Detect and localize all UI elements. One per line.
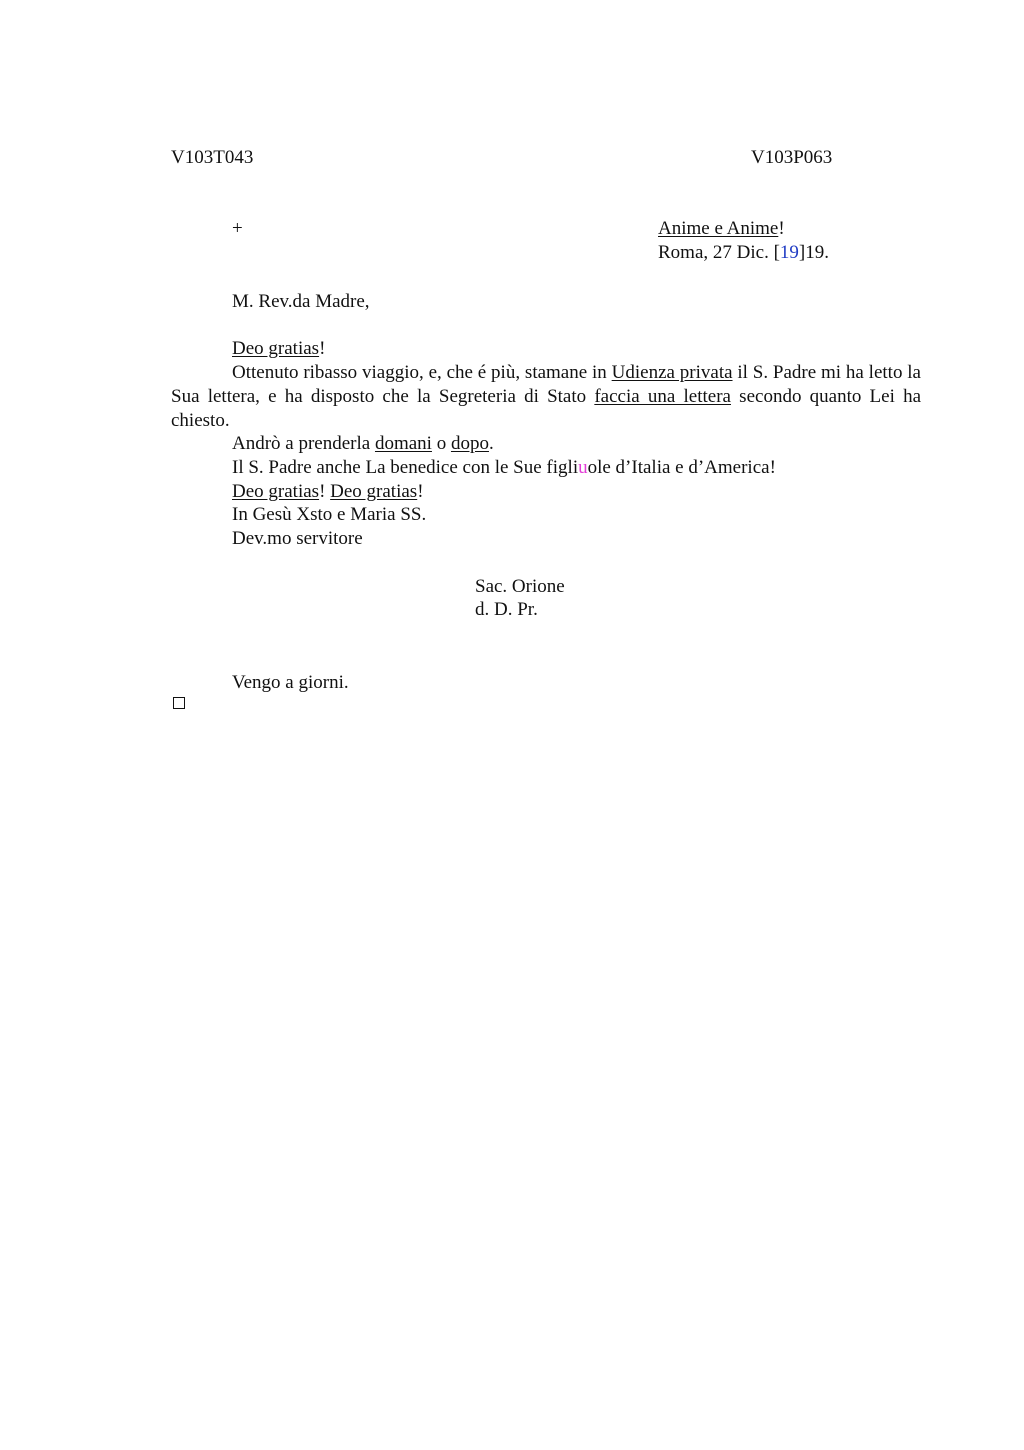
andro-domani: domani <box>374 433 432 454</box>
andro-end: . <box>488 433 494 454</box>
andro-dopo: dopo <box>450 433 489 454</box>
line-padre <box>232 456 776 480</box>
signature-name: Sac. Orione <box>475 576 565 597</box>
line-andro <box>232 432 494 456</box>
deo-gratias-first: Deo gratias <box>232 481 320 502</box>
reference-code-right: V103P063 <box>751 147 833 168</box>
paragraph-part-1: Ottenuto ribasso viaggio, e, che é più, stamane in <box>232 362 612 383</box>
body-paragraph <box>171 361 921 433</box>
date-suffix: ]19. <box>798 242 829 263</box>
motto <box>658 217 785 241</box>
closing-in-gesu: In Gesù Xsto e Maria SS. <box>232 504 427 525</box>
faccia-una-lettera: faccia una lettera <box>594 386 731 407</box>
checkbox-square <box>173 697 185 709</box>
padre-prefix: Il S. Padre anche La benedice con le Sue figli <box>232 457 579 478</box>
closing-devmo: Dev.mo servitore <box>232 528 363 549</box>
reference-code-left: V103T043 <box>171 147 254 168</box>
deo-gratias-second: Deo gratias <box>330 481 418 502</box>
padre-correction: u <box>578 457 588 478</box>
paragraph-part-2: il S. Padre mi ha letto la Sua lettera, e ha disposto che la Segreteria di Stato <box>171 362 921 407</box>
date-year-editorial: 19 <box>779 242 799 263</box>
motto-end: ! <box>778 218 785 239</box>
date-line <box>658 241 829 265</box>
andro-prefix: Andrò a prenderla <box>232 433 375 454</box>
paragraph-part-3: secondo quanto Lei ha chiesto. <box>171 386 922 431</box>
date-prefix: Roma, 27 Dic. [ <box>658 242 780 263</box>
deo-gratias-sep: ! <box>319 481 331 502</box>
deo-gratias-text: Deo gratias <box>232 338 320 359</box>
deo-gratias-exclaim: ! <box>319 338 326 359</box>
cross-symbol: + <box>232 218 243 239</box>
padre-suffix: ole d’Italia e d’America! <box>587 457 776 478</box>
andro-mid: o <box>431 433 451 454</box>
postscript: Vengo a giorni. <box>232 672 349 693</box>
motto-underlined: Anime e Anime <box>658 218 779 239</box>
signature-sub: d. D. Pr. <box>475 599 538 620</box>
salutation: M. Rev.da Madre, <box>232 291 370 312</box>
line-deo-gratias-twice <box>232 480 424 504</box>
deo-gratias-end: ! <box>417 481 424 502</box>
opening-deo-gratias <box>232 337 325 361</box>
udienza-privata: Udienza privata <box>611 362 733 383</box>
